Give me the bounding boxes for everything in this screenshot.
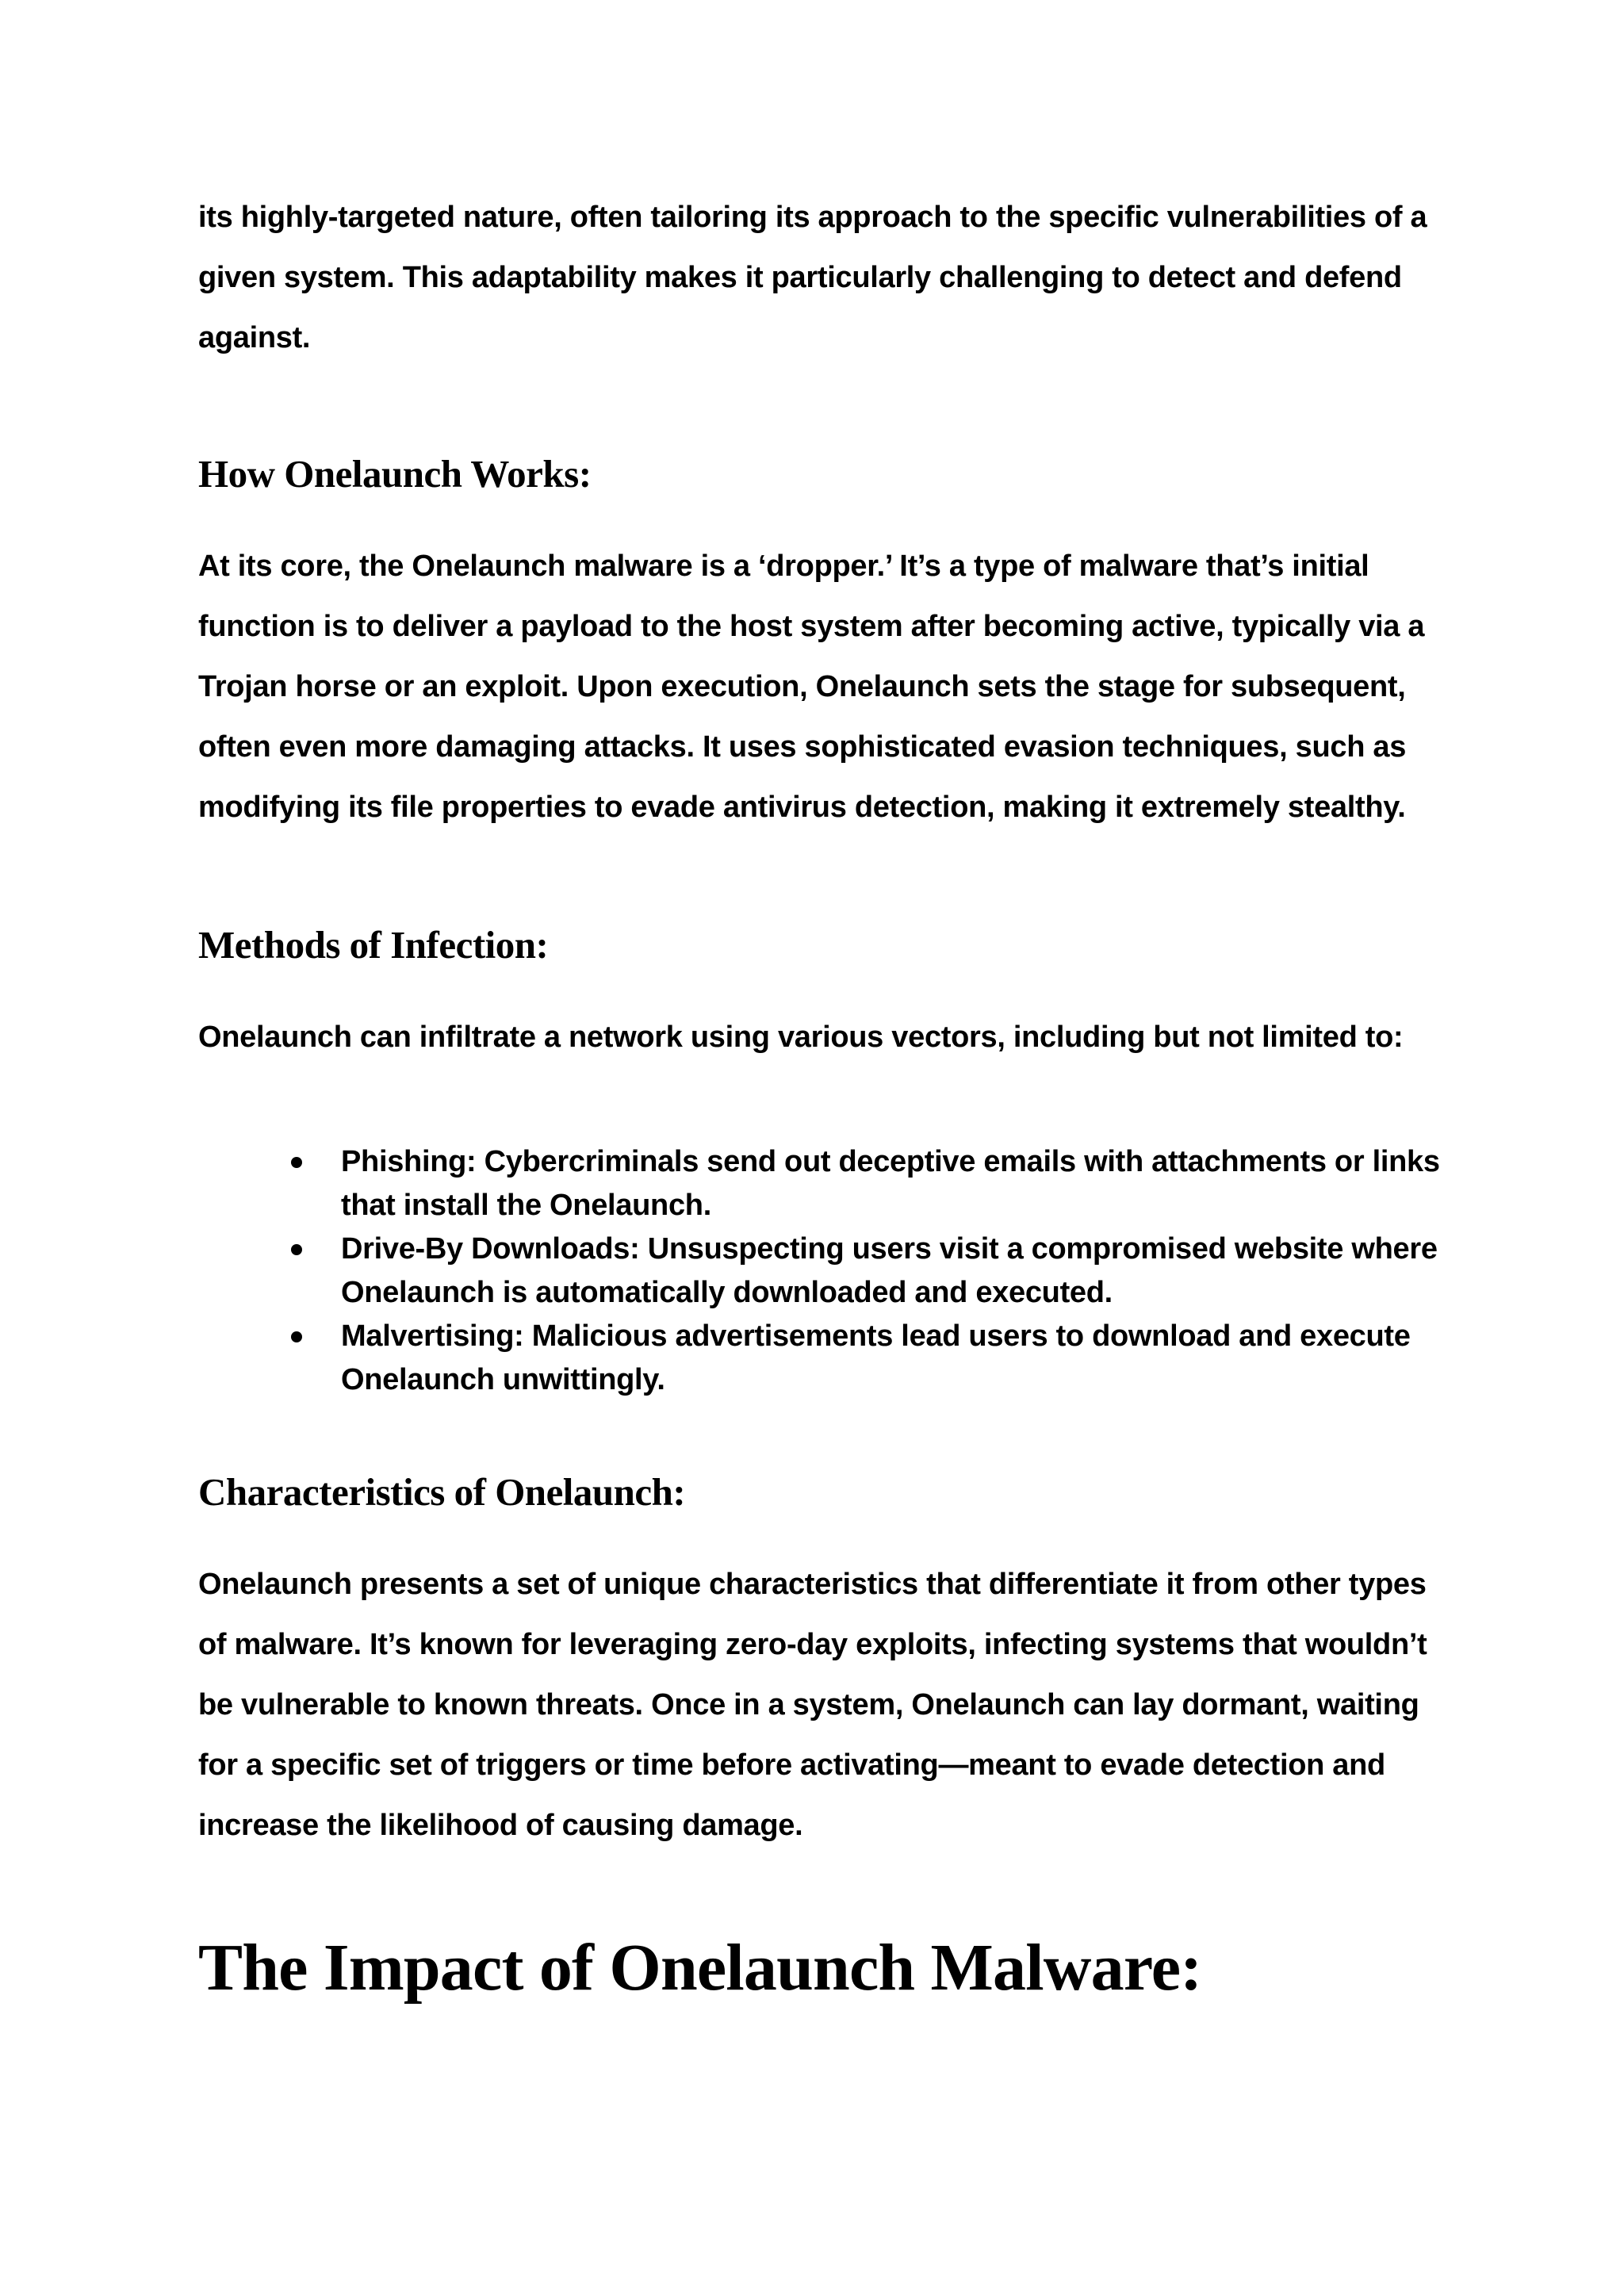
infection-methods-list (198, 1140, 1451, 1402)
list-item-text: Drive-By Downloads: Unsuspecting users visit a compromised website where Onelaunch is automatically downloaded and executed. (341, 1232, 1438, 1309)
list-item (198, 1315, 1451, 1402)
characteristics-heading: Characteristics of Onelaunch: (198, 1470, 686, 1514)
list-item (198, 1227, 1451, 1315)
bullet-icon (291, 1157, 302, 1168)
intro-paragraph: its highly-targeted nature, often tailoring its approach to the specific vulnerabilities of a given system. This adaptability makes it particularly challenging to detect and defend against. (198, 201, 1427, 354)
page-content (198, 187, 1451, 2008)
characteristics-paragraph: Onelaunch presents a set of unique characteristics that differentiate it from other types of malware. It’s known for leveraging zero-day exploits, infecting systems that wouldn’t be vulnerable to known threats. Once in a system, Onelaunch can lay dormant, waiting for a specific set of triggers or time before activating—meant to evade detection and increase the likelihood of causing damage. (198, 1568, 1427, 1842)
list-item (198, 1140, 1451, 1227)
how-it-works-heading: How Onelaunch Works: (198, 452, 592, 496)
bullet-icon (291, 1244, 302, 1255)
list-item-text: Phishing: Cybercriminals send out deceptive emails with attachments or links that install the Onelaunch. (341, 1145, 1440, 1222)
how-it-works-paragraph: At its core, the Onelaunch malware is a ‘dropper.’ It’s a type of malware that’s initial function is to deliver a payload to the host system after becoming active, typically via a Trojan horse or an exploit. Upon execution, Onelaunch sets the stage for subsequent, often even more damaging attacks. It uses sophisticated evasion techniques, such as modifying its file properties to evade antivirus detection, making it extremely stealthy. (198, 550, 1425, 824)
impact-heading: The Impact of Onelaunch Malware: (198, 1931, 1202, 2005)
methods-paragraph: Onelaunch can infiltrate a network using various vectors, including but not limited to: (198, 1021, 1404, 1054)
methods-heading: Methods of Infection: (198, 923, 549, 967)
list-item-text: Malvertising: Malicious advertisements lead users to download and execute Onelaunch unwittingly. (341, 1319, 1411, 1396)
bullet-icon (291, 1331, 302, 1342)
